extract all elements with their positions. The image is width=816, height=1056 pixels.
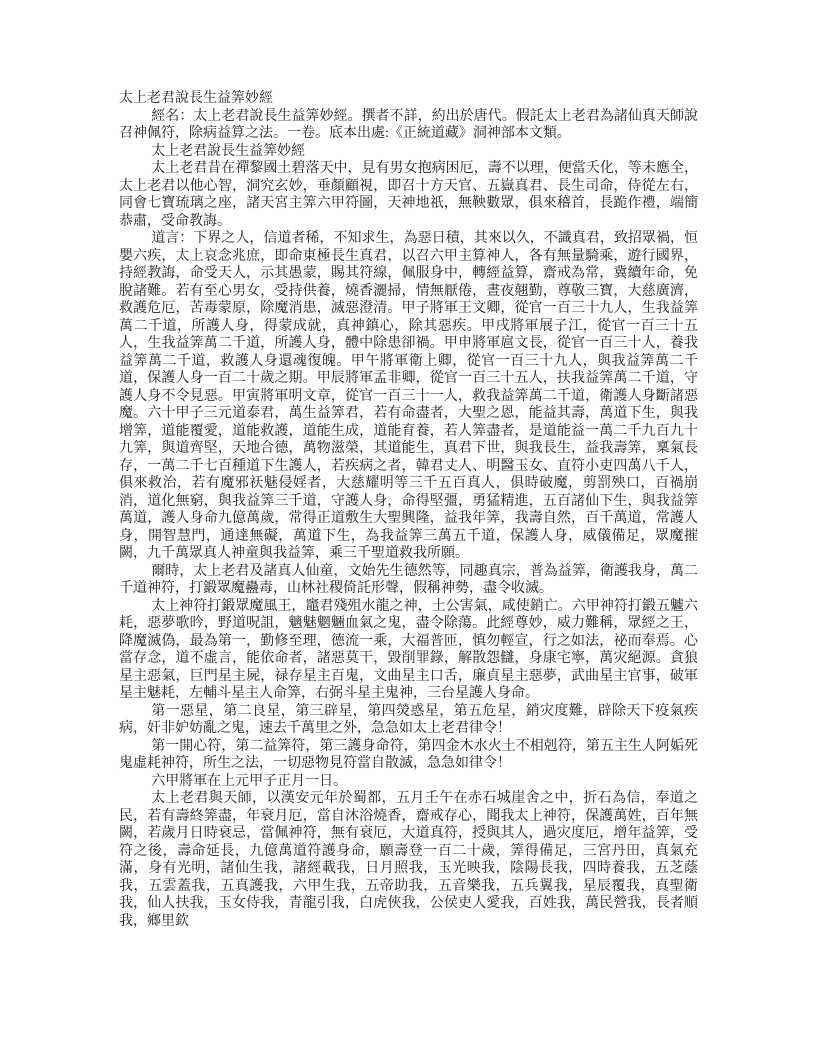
liujia-date-line: 六甲將軍在上元甲子正月一日。 — [151, 773, 348, 789]
document-title: 太上老君說長生益筭妙經 — [119, 91, 273, 106]
shenfu-paragraph: 太上神符打鍛眾魔風王，竈君殘殂水龍之神，土公害氣，咸使銷亡。六甲神符打鍛五魖六耗，惡夢歌昑，野道呪詛，魑魅魍魎血氣之鬼，盡令除蕩。此經尊妙，威力難稱，眾經之王，降魔滅偽，最為第一，勤修至理，德流一乘，大福普匝，慎勿輕宣，行之如法，祕而奉焉。心當存念，道不虛言，能依命者，諸惡莫干，毀削罪錄，解散怨讎，身康宅寧，萬灾絕源。貪狼星主惡氣，巨門星主屍，禄存星主百鬼，文曲星主口舌，廉貞星主惡夢，武曲星主官事，破軍星主魅耗，左輔斗星主人命筭，右弼斗星主鬼神，三台星護人身命。 — [119, 598, 698, 701]
opening-paragraph: 太上老君昔在禪黎國土碧落天中，見有男女抱病困厄，壽不以理，便當夭化，等未應全，太上老君以他心智，洞究玄妙，垂顏顧視，即召十方天官、五嶽真君、長生司命，侍從左右，同會七寶琉璃之座，諸天宮主筭六甲符圖，天神地祇，無鞅數眾，俱來稽首，長跪作禮，端簡恭肅，受命教誨。 — [119, 161, 698, 229]
closing-paragraph: 太上老君與天師，以漢安元年於蜀都，五月壬午在赤石城崖舍之中，折石為信，奉道之民，若有壽終筭盡，年衰月厄，當自沐浴燒香，齋戒存心，聞我太上神符，保護萬姓，百年無闕，若歲月日時衰忌，當佩神符，無有衰厄，大道真符，授與其人，過灾度厄，增年益筭，受符之後，壽命延長，九億萬道符護身命，願壽登一百二十歲，筭得備足，三宮丹田，真氣充滿，身有光明，諸仙生我，諸經載我，日月照我，玉光映我，陰陽長我，四時養我，五芝蔭我，五雲蓋我，五真護我，六甲生我，五帝助我，五音樂我，五兵翼我，星辰覆我，真聖衛我，仙人扶我，玉女侍我，青龍引我，白虎俠我，公侯吏人愛我，百姓我，萬民營我，長者順我，鄉里欽 — [119, 791, 698, 929]
five-talismans-paragraph: 第一開心符，第二益筭符，第三護身命符，第四金木水火土不相剋符，第五主生人阿姤死鬼虛耗神符，所生之法，一切惡物見符當自散滅，急急如律令！ — [119, 738, 698, 771]
daoyan-paragraph: 道言：下界之人，信道者稀，不知求生，為惡日積，其來以久，不識真君，致招眾禍，恒嬰六疾，太上哀念兆庶，即命東極長生真君，以召六甲主算神人，各有無量騎乘，遊行國界，持經教誨，命受天人，示其愚蒙，賜其符線，佩服身中，轉經益算，齋戒為常，冀續年命，免脫諸難。若有至心男女，受持供養，燒香灑掃，情無厭倦，晝夜翹勤，尊敬三寶，大慈廣濟，救護危厄，苦毒蒙原，除魔消患，滅惡澄清。甲子將軍王文卿，從官一百三十九人，生我益筭萬二千道，所護人身，得蒙成就，真神鎮心，除其惡疾。甲戌將軍展子江，從官一百三十五人，生我益筭萬二千道，所護人身，體中除患卻禍。甲申將軍扈文長，從官一百三十人，養我益筭萬二千道，救護人身還魂復魄。甲午將軍衛上卿，從官一百三十九人，與我益筭萬二千道，保護人身一百二十歲之期。甲辰將軍孟非卿，從官一百三十五人，扶我益筭萬二千道，守護人身不令見惡。甲寅將軍明文章，從官一百三十一人，救我益筭萬二千道，衛護人身斷諸惡魔。六十甲子三元道泰君，萬生益筭君，若有命盡者，大聖之恩，能益其壽，萬道下生，與我增筭，道能覆愛，道能救護，道能生成，道能育養，若人筭盡者，是道能益一萬二千九百九十九筭，與道齊堅，天地合德，萬物滋榮，其道能生，真君下世，與我長生，益我壽筭，稟氣長存，一萬二千七百種道下生護人，若疾病之者，韓君丈人、明醫玉女、直符小吏四萬八千人，俱來救治，若有魔邪祆魅侵婬者，大慈耀明等三千五百真人，俱時破魔，剪罰殃口，百禍崩消，道化無窮，與我益筭三千道，守護人身，命得堅彊，勇猛精進，五百諸仙下生，與我益筭萬道，護人身命九億萬歲，常得正道敷生大聖興隆，益我年筭，我壽自然，百千萬道，常護人身，開智慧門，通達無礙，萬道下生，為我益筭三萬五千道，保護人身，威儀備足，眾魔摧闕，九千萬眾真人神童與我益筭，乘三千聖道救我所願。 — [119, 231, 698, 561]
five-stars-paragraph: 第一惡星，第二良星，第三辟星，第四熒惑星，第五危星，銷灾度難，辟除天下疫氣疾病，奸非妒妨亂之鬼，速去千萬里之外，急急如太上老君律令！ — [119, 703, 698, 736]
ershi-paragraph: 爾時，太上老君及諸真人仙童，文始先生德然等，同趣真宗，普為益筭，衛護我身，萬二千道神符，打鍛眾魔蠱毒，山林社稷倚託形聲，假稱神勢，盡令收滅。 — [119, 563, 698, 596]
bibliographic-note: 經名：太上老君說長生益筭妙經。撰者不詳，約出於唐代。假託太上老君為諸仙真天師說召神佩符，除病益算之法。一卷。底本出處:《正統道藏》洞神部本文類。 — [119, 108, 698, 141]
inner-title: 太上老君說長生益筭妙經 — [151, 143, 306, 159]
document-body — [119, 90, 698, 930]
